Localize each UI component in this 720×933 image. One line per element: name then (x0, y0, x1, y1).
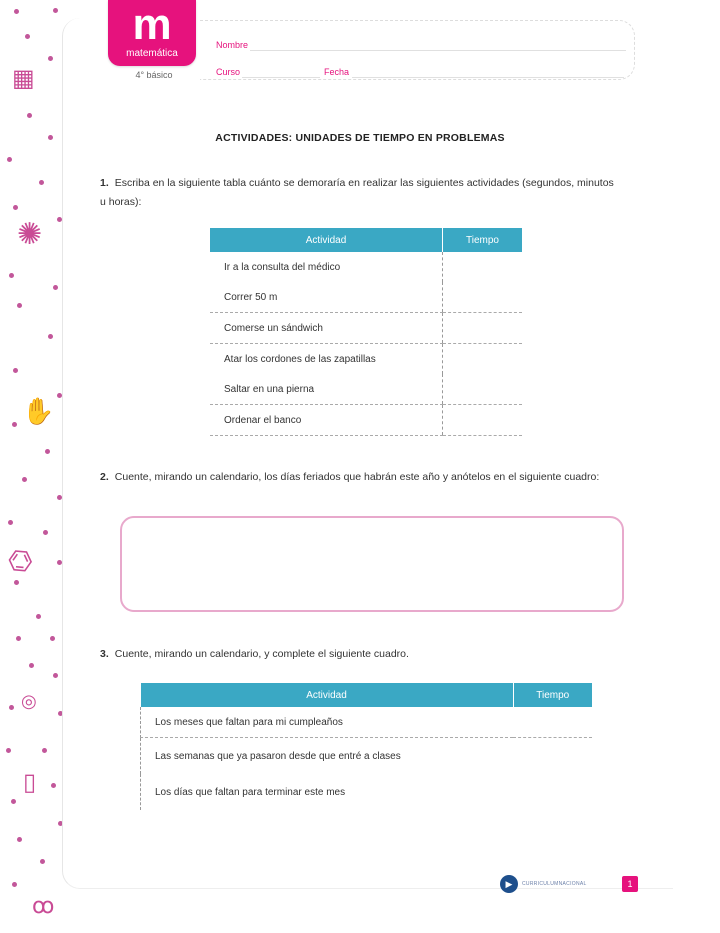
decor-dot (53, 285, 58, 290)
date-field[interactable] (352, 77, 624, 78)
decor-dot (27, 113, 32, 118)
decor-dot (29, 663, 34, 668)
decor-dot (13, 368, 18, 373)
question-text: Cuente, mirando un calendario, los días feriados que habrán este año y anótelos en el siguiente cuadro: (114, 471, 600, 483)
activity-cell: Los meses que faltan para mi cumpleaños (141, 707, 514, 738)
time-cell[interactable] (443, 252, 523, 282)
decor-dot (36, 614, 41, 619)
time-cell[interactable] (443, 405, 523, 436)
decor-dot (14, 580, 19, 585)
table-row (141, 738, 593, 775)
decor-dot (50, 636, 55, 641)
course-label: Curso (216, 67, 241, 77)
activity-cell: Atar los cordones de las zapatillas (224, 353, 376, 365)
logo-subject: matemática (126, 48, 178, 59)
decor-dot (40, 859, 45, 864)
name-field[interactable] (250, 50, 626, 51)
decor-dot (48, 56, 53, 61)
decor-dot (12, 882, 17, 887)
time-cell[interactable] (443, 374, 523, 405)
time-cell[interactable] (443, 344, 523, 375)
name-label: Nombre (216, 40, 249, 50)
decor-dot (16, 636, 21, 641)
hand-doodle-icon: ✋ (22, 396, 55, 426)
time-cell[interactable] (513, 774, 592, 810)
table-row (210, 405, 522, 436)
decor-dot (42, 748, 47, 753)
activity-cell: Saltar en una pierna (210, 374, 443, 405)
activity-cell: Ordenar el banco (210, 405, 443, 436)
column-header-time: Tiempo (443, 228, 523, 252)
time-table-2 (140, 683, 592, 810)
question-text: Cuente, mirando un calendario, y complete el siguiente cuadro. (114, 648, 409, 660)
decor-dot (17, 303, 22, 308)
decor-dot (7, 157, 12, 162)
table-row (210, 282, 522, 313)
footer-brand-logo (500, 875, 587, 893)
question-number: 2. (100, 471, 109, 483)
activity-cell: Las semanas que ya pasaron desde que entré a clases (141, 738, 514, 775)
activity-cell: Ir a la consulta del médico (224, 261, 341, 273)
calendar-doodle-icon: ▦ (12, 65, 35, 92)
table-row (210, 374, 522, 405)
subject-logo (108, 0, 196, 66)
page-number: 1 (622, 876, 638, 892)
play-icon: ▶ (500, 875, 518, 893)
decor-dot (9, 705, 14, 710)
answer-box[interactable] (120, 516, 624, 612)
decor-dot (39, 180, 44, 185)
decor-dot (13, 205, 18, 210)
decor-dot (25, 34, 30, 39)
decor-dot (43, 530, 48, 535)
table-row (210, 344, 522, 375)
candy-doodle-icon: ⌬ (1, 540, 40, 581)
question-number: 3. (100, 648, 109, 660)
table-row (210, 252, 522, 282)
question-2 (100, 468, 620, 487)
worksheet-title: ACTIVIDADES: UNIDADES DE TIEMPO EN PROBLEMAS (215, 132, 505, 144)
activity-cell: Correr 50 m (210, 282, 443, 313)
time-cell[interactable] (513, 738, 592, 775)
decor-dot (6, 748, 11, 753)
course-field[interactable] (242, 77, 320, 78)
orange-slice-doodle-icon: ✺ (17, 218, 43, 251)
time-table-1 (210, 228, 522, 436)
table-row (141, 707, 593, 738)
decor-dot (51, 783, 56, 788)
pencil-doodle-icon: ▯ (23, 769, 37, 796)
decor-dot (14, 9, 19, 14)
decor-dot (53, 8, 58, 13)
decor-dot (8, 520, 13, 525)
decor-dot (17, 837, 22, 842)
table-row (210, 313, 522, 344)
logo-letter: m (132, 0, 172, 49)
activity-cell: Los días que faltan para terminar este mes (141, 774, 514, 810)
time-cell[interactable] (513, 707, 592, 738)
activity-cell: Comerse un sándwich (210, 313, 443, 344)
apple-doodle-icon: ꝏ (32, 893, 55, 918)
question-3 (100, 645, 620, 664)
decor-dot (12, 422, 17, 427)
table-row (141, 774, 593, 810)
column-header-activity: Actividad (141, 683, 514, 707)
decor-dot (48, 334, 53, 339)
decor-dot (11, 799, 16, 804)
time-cell[interactable] (443, 282, 523, 313)
date-label: Fecha (324, 67, 350, 77)
question-1 (100, 174, 620, 212)
question-number: 1. (100, 177, 109, 189)
grade-label: 4° básico (135, 70, 173, 80)
column-header-time: Tiempo (513, 683, 592, 707)
decor-dot (9, 273, 14, 278)
decor-dot (22, 477, 27, 482)
question-text: Escriba en la siguiente tabla cuánto se demoraría en realizar las siguientes actividades (segundos, minutos u horas): (100, 177, 614, 208)
decor-dot (53, 673, 58, 678)
decor-dot (45, 449, 50, 454)
time-cell[interactable] (443, 313, 523, 344)
cookie-doodle-icon: ◎ (21, 691, 37, 711)
footer-brand-text: CURRICULUMNACIONAL (522, 881, 587, 887)
column-header-activity: Actividad (210, 228, 443, 252)
